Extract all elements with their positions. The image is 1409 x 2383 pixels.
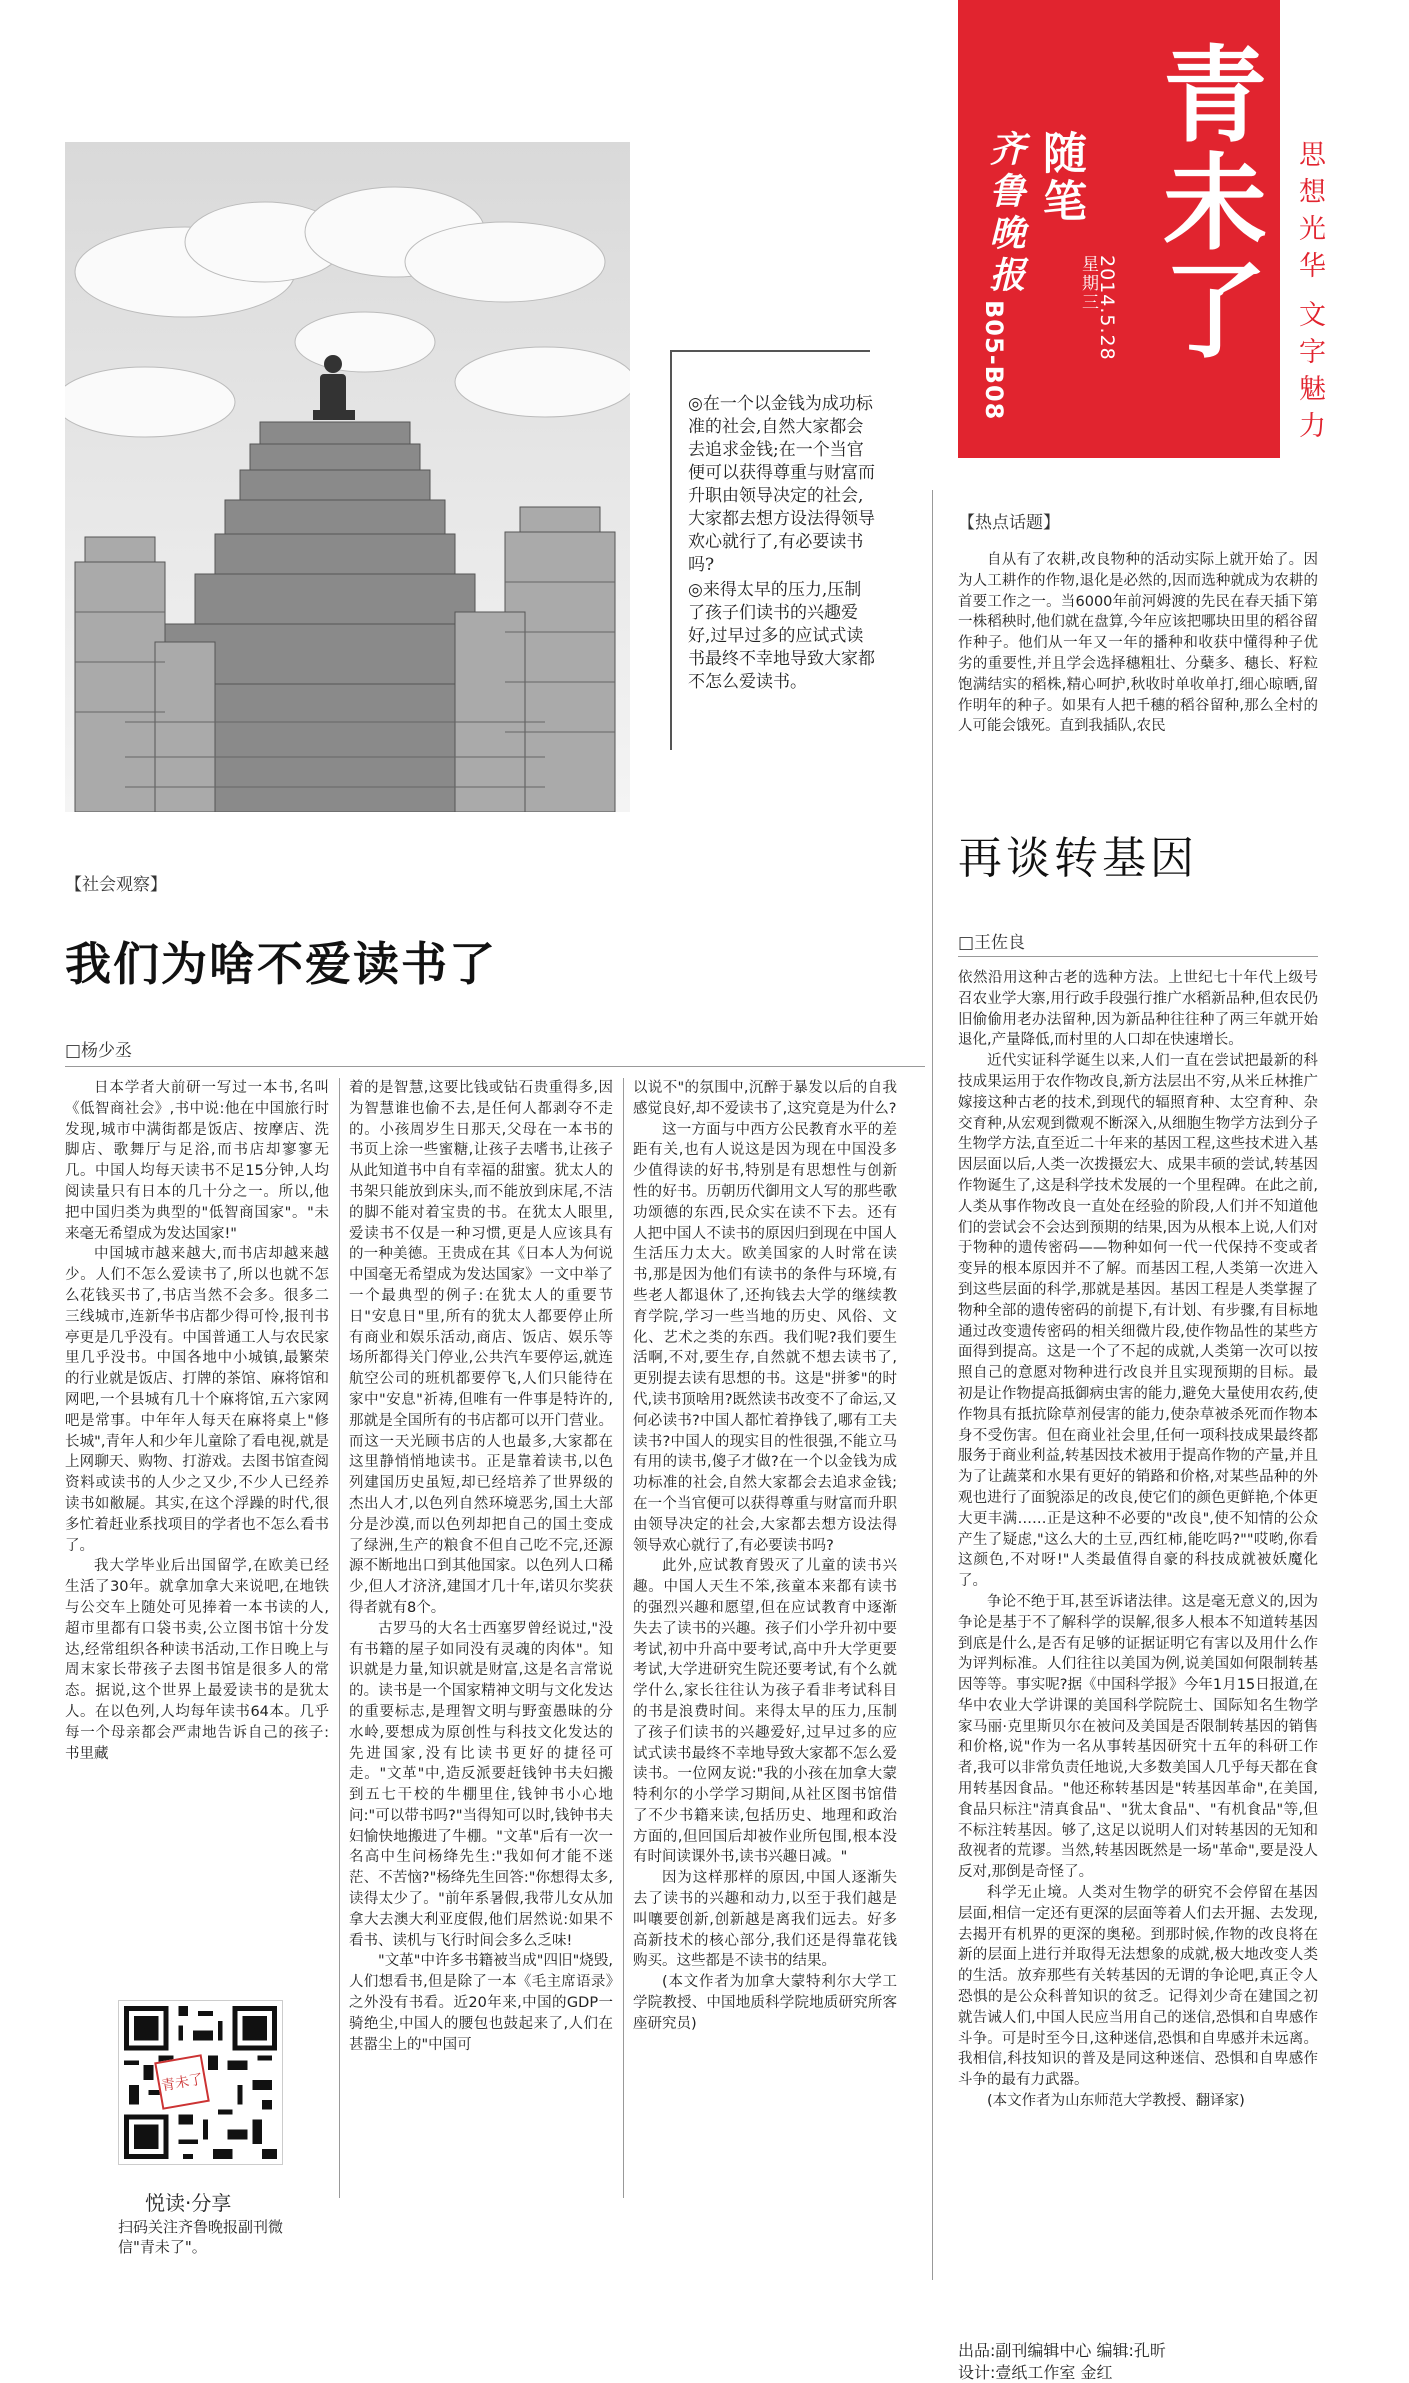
column-divider xyxy=(623,1078,624,2198)
pullquote-line-2: ◎来得太早的压力,压制了孩子们读书的兴趣爱好,过早过多的应试式读书最终不幸地导致大家都不怎么爱读书。 xyxy=(688,580,875,692)
section-name: 随笔 xyxy=(1035,130,1086,226)
qr-badge: 青未了 xyxy=(154,2054,210,2110)
book-stacks-illustration xyxy=(65,142,630,812)
slogan-2: 文字魅力 xyxy=(1294,300,1325,448)
section-divider xyxy=(932,490,933,2280)
article1-column-3 xyxy=(633,1078,897,2035)
newspaper-logo: 齐鲁晚报 xyxy=(984,130,1026,298)
credits-line-1: 出品:副刊编辑中心 编辑:孔昕 xyxy=(958,2341,1166,2360)
article1-rule xyxy=(65,1066,925,1067)
paragraph: 着的是智慧,这要比钱或钻石贵重得多,因为智慧谁也偷不去,是任何人都剥夺不走的。小孩周岁生日那天,父母在一本书的书页上涂一些蜜糖,让孩子去嗜书,让孩子从此知道书中自有幸福的甜蜜。犹太人的书架只能放到床头,而不能放到床尾,不洁的脚不能对着宝贵的书。在犹太人眼里,爱读书不仅是一种习惯,更是人应该具有的一种美德。王贵成在其《日本人为何说中国毫无希望成为发达国家》一文中举了一个最典型的例子:在犹太人的重要节日"安息日"里,所有的犹太人都要停止所有商业和娱乐活动,商店、饭店、娱乐等场所都得关门停业,公共汽车要停运,就连航空公司的班机都要停飞,人们只能待在家中"安息"祈祷,但唯有一件事是特许的,那就是全国所有的书店都可以开门营业。而这一天光顾书店的人也最多,大家都在这里静悄悄地读书。正是靠着读书,以色列建国历史虽短,却已经培养了世界级的杰出人才,以色列自然环境恶劣,国土大部分是沙漠,而以色列却把自己的国土变成了绿洲,生产的粮食不但自己吃不完,还源源不断地出口到其他国家。以色列人口稀少,但人才济济,建国才几十年,诺贝尔奖获得者就有8个。 xyxy=(349,1080,613,1616)
page-range: B05-B08 xyxy=(980,300,1008,421)
article2-column xyxy=(958,968,1318,2112)
article1-tag: 【社会观察】 xyxy=(65,875,167,895)
credits-line-2: 设计:壹纸工作室 金红 xyxy=(958,2363,1113,2382)
paragraph: 中国城市越来越大,而书店却越来越少。人们不怎么爱读书了,所以也就不怎么花钱买书了,书店当然不会多。很多二三线城市,连新华书店都少得可怜,报刊书亭更是几乎没有。中国普通工人与农民家里几乎没书。中国各地中小城镇,最繁荣的行业就是饭店、打牌的茶馆、麻将馆和网吧,一个县城有几十个麻将馆,五六家网吧是常事。中年年人每天在麻将桌上"修长城",青年人和少年儿童除了看电视,就是上网聊天、购物、打游戏。去图书馆查阅资料或读书的人少之又少,不少人已经养读书如敝屣。其实,在这个浮躁的时代,很多忙着赶业系找项目的学者也不怎么看书了。 xyxy=(65,1246,329,1554)
paragraph: 自从有了农耕,改良物种的活动实际上就开始了。因为人工耕作的作物,退化是必然的,因而选种就成为农耕的首要工作之一。当6000年前河姆渡的先民在春天插下第一株稻秧时,他们就在盘算,今年应该把哪块田里的稻谷留作种子。他们从一年又一年的播种和收获中懂得种子优劣的重要性,并且学会选择穗粗壮、分蘖多、穗长、籽粒饱满结实的稻株,精心呵护,秋收时单收单打,细心晾晒,留作明年的种子。如果有人把千穗的稻谷留种,那么全村的人可能会饿死。直到我插队,农民 xyxy=(958,552,1318,735)
paragraph: 依然沿用这种古老的选种方法。上世纪七十年代上级号召农业学大寨,用行政手段强行推广水稻新品种,但农民仍旧偷偷用老办法留种,因为新品种往往种了两三年就开始退化,产量降低,而村里的人口却在快速增长。 xyxy=(958,970,1318,1049)
paragraph: 此外,应试教育毁灭了儿童的读书兴趣。中国人天生不笨,孩童本来都有读书的强烈兴趣和愿望,但在应试教育中逐渐失去了读书的兴趣。孩子们小学升初中要考试,初中升高中要考试,高中升大学更要考试,大学进研究生院还要考试,有个么就学什么,家长往往认为孩子看非考试科目的书是浪费时间。来得太早的压力,压制了孩子们读书的兴趣爱好,过早过多的应试式读书最终不幸地导致大家都不怎么爱读书。一位网友说:"我的小孩在加拿大蒙特利尔的小学学习期间,从社区图书馆借了不少书籍来读,包括历史、地理和政治方面的,但回国后却被作业所包围,根本没有时间读课外书,读书兴趣日减。" xyxy=(633,1558,897,1866)
paragraph: "文革"中许多书籍被当成"四旧"烧毁,人们想看书,但是除了一本《毛主席语录》之外没有书看。近20年来,中国的GDP一骑绝尘,中国人的腰包也鼓起来了,人们在甚嚣尘上的"中国可 xyxy=(349,1953,613,2053)
issue-date: 2014.5.28 xyxy=(1096,255,1118,361)
paragraph: 古罗马的大名士西塞罗曾经说过,"没有书籍的屋子如同没有灵魂的肉体"。知识就是力量,知识就是财富,这是名言常说的。读书是一个国家精神文明与文化发达的重要标志,是理智文明与野蛮愚昧的分水岭,要想成为原创性与科技文化发达的先进国家,没有比读书更好的捷径可走。"文革"中,造反派要赶钱钟书夫妇搬到五七干校的牛棚里住,钱钟书小心地问:"可以带书吗?"当得知可以时,钱钟书夫妇愉快地搬进了牛棚。"文革"后有一次一名高中生问杨绛先生:"我如何才能不迷茫、不苦恼?"杨绛先生回答:"你想得太多,读得太少了。"前年系暑假,我带儿女从加拿大去澳大利亚度假,他们居然说:如果不看书、读机与飞行时间会多么乏味! xyxy=(349,1620,613,1949)
masthead-title: 青未了 xyxy=(1145,40,1268,364)
illustration-art xyxy=(65,142,630,812)
article2-tag: 【热点话题】 xyxy=(958,513,1060,533)
pullquote xyxy=(688,393,878,696)
masthead xyxy=(958,0,1280,458)
article2-rule xyxy=(958,956,1318,957)
article2-byline: □王佐良 xyxy=(958,933,1026,953)
article2-title: 再谈转基因 xyxy=(958,833,1198,884)
author-note: (本文作者为山东师范大学教授、翻译家) xyxy=(987,2093,1245,2110)
paragraph: 因为这样那样的原因,中国人逐渐失去了读书的兴趣和动力,以至于我们越是叫嚷要创新,创新越是离我们远去。好多高新技术的核心部分,我们还是得靠花钱购买。这些都是不读书的结果。 xyxy=(633,1870,897,1970)
article2-intro xyxy=(958,550,1318,737)
column-divider xyxy=(339,1078,340,2198)
paragraph: 科学无止境。人类对生物学的研究不会停留在基因层面,相信一定还有更深的层面等着人们去开掘、去发现,去揭开有机界的更深的奥秘。到那时候,作物的改良将在新的层面上进行并取得无法想象的成就,极大地改变人类的生活。放弃那些有关转基因的无谓的争论吧,真正令人恐惧的是公众科普知识的贫乏。记得刘少奇在建国之初就告诫人们,中国人民应当用自己的迷信,恐惧和自卑感作斗争。可是时至今日,这种迷信,恐惧和自卑感并未远离。我相信,科技知识的普及是同这种迷信、恐惧和自卑感作斗争的最有力武器。 xyxy=(958,1885,1318,2089)
author-note: (本文作者为加拿大蒙特利尔大学工学院教授、中国地质科学院地质研究所客座研究员) xyxy=(633,1974,897,2032)
paragraph: 近代实证科学诞生以来,人们一直在尝试把最新的科技成果运用于农作物改良,新方法层出不穷,从米丘林推广嫁接这种古老的技术,到现代的辐照育种、太空育种、杂交育种,从宏观到微观不断深入,从细胞生物学方法到分子生物学方法,直至近二十年来的基因工程,这些技术进入基因层面以后,人类一次拨摄宏大、成果丰硕的尝试,转基因作物诞生了,这是科学技术发展的一个里程碑。在此之前,人类从事作物改良一直处在经验的阶段,人们并不知道他们的尝试会不会达到预期的结果,因为从根本上说,人们对于物种的遗传密码——物种如何一代一代保持不变或者变异的根本原因并不了解。而基因工程,人类第一次进入到这些层面的科学,那就是基因。基因工程是人类掌握了物种全部的遗传密码的前提下,有计划、有步骤,有目标地通过改变遗传密码的相关细微片段,使作物品性的某些方面得到提高。这是一个了不起的成就,人类第一次可以按照自己的意愿对物种进行改良并且实现预期的目标。最初是让作物提高抵御病虫害的能力,避免大量使用农药,使作物具有抵抗除草剂侵害的能力,使杂草被杀死而作物本身不受伤害。但在商业社会里,任何一项科技成果最终都服务于商业利益,转基因技术被用于提高作物的产量,并且为了让蔬菜和水果有更好的销路和价格,对某些品种的外观也进行了面貌添足的改良,使它们的颜色更鲜艳,个体更大更丰满……正是这种不必要的"改良",使不知情的公众产生了疑虑,"这么大的土豆,西红柿,能吃吗?""哎哟,你看这颜色,不对呀!"人类最值得自豪的科技成就被妖魔化了。 xyxy=(958,1053,1318,1590)
article1-byline: □杨少丞 xyxy=(65,1041,133,1061)
paragraph: 争论不绝于耳,甚至诉诸法律。这是毫无意义的,因为争论是基于不了解科学的误解,很多人根本不知道转基因到底是什么,是否有足够的证据证明它有害以及用什么作为评判标准。人们往往以美国为例,说美国如何限制转基因等等。事实呢?据《中国科学报》今年1月15日报道,在华中农业大学讲课的美国科学院院士、国际知名生物学家马丽·克里斯贝尔在被问及美国是否限制转基因的销售和价格,说"作为一名从事转基因研究十五年的科研工作者,我可以非常负责任地说,大多数美国人几乎每天都在食用转基因食品。"他还称转基因是"转基因革命",在美国,食品只标注"清真食品"、"犹太食品"、"有机食品"等,但不标注转基因。够了,这足以说明人们对转基因的无知和敌视者的荒谬。当然,转基因既然是一场"革命",要是没人反对,那倒是奇怪了。 xyxy=(958,1593,1318,1881)
article1-column-2 xyxy=(349,1078,613,2055)
issue-weekday: 星期三 xyxy=(1078,255,1098,312)
qr-caption: 扫码关注齐鲁晚报副刊微信"青未了"。 xyxy=(118,2218,284,2256)
paragraph: 日本学者大前研一写过一本书,名叫《低智商社会》,书中说:他在中国旅行时发现,城市中满街都是饭店、按摩店、洗脚店、歌舞厅与足浴,而书店却寥寥无几。中国人均每天读书不足15分钟,人均阅读量只有日本的几十分之一。所以,他把中国归类为典型的"低智商国家"。"未来毫无希望成为发达国家!" xyxy=(65,1080,329,1242)
qr-title: 悦读·分享 xyxy=(145,2191,232,2215)
credits xyxy=(958,2340,1166,2383)
paragraph: 我大学毕业后出国留学,在欧美已经生活了30年。就拿加拿大来说吧,在地铁与公交车上随处可见捧着一本书读的人,超市里都有口袋书卖,公立图书馆十分发达,经常组织各种读书活动,工作日晚上与周末家长带孩子去图书馆是很多人的常态。据说,这个世界上最爱读书的是犹太人。在以色列,人均每年读书64本。几乎每一个母亲都会严肃地告诉自己的孩子:书里藏 xyxy=(65,1558,329,1762)
article1-title: 我们为啥不爱读书了 xyxy=(65,937,497,991)
article1-column-1 xyxy=(65,1078,329,1764)
pullquote-line-1: ◎在一个以金钱为成功标准的社会,自然大家都会去追求金钱;在一个当官便可以获得尊重与财富而升职由领导决定的社会,大家都去想方设法得领导欢心就行了,有必要读书吗? xyxy=(688,394,875,575)
paragraph: 以说不"的氛围中,沉醉于暴发以后的自我感觉良好,却不爱读书了,这究竟是为什么? xyxy=(633,1080,897,1117)
paragraph: 这一方面与中西方公民教育水平的差距有关,也有人说这是因为现在中国没多少值得读的好书,特别是有思想性与创新性的好书。历朝历代御用文人写的那些歌功颂德的东西,民众实在读不下去。还有人把中国人不读书的原因归到现在中国人生活压力太大。欧美国家的人时常在读书,那是因为他们有读书的条件与环境,有些老人都退休了,还拘钱去大学的继续教育学院,学习一些当地的历史、风俗、文化、艺术之类的东西。我们呢?我们要生活啊,不对,要生存,自然就不想去读书了,更别提去读有思想的书。这是"拼爹"的时代,读书顶啥用?既然读书改变不了命运,又何必读书?中国人都忙着挣钱了,哪有工夫读书?中国人的现实目的性很强,不能立马有用的读书,傻子才做?在一个以金钱为成功标准的社会,自然大家都会去追求金钱;在一个当官便可以获得尊重与财富而升职由领导决定的社会,大家都去想方设法得领导欢心就行了,有必要读书吗? xyxy=(633,1121,897,1554)
slogan-1: 思想光华 xyxy=(1294,140,1325,288)
